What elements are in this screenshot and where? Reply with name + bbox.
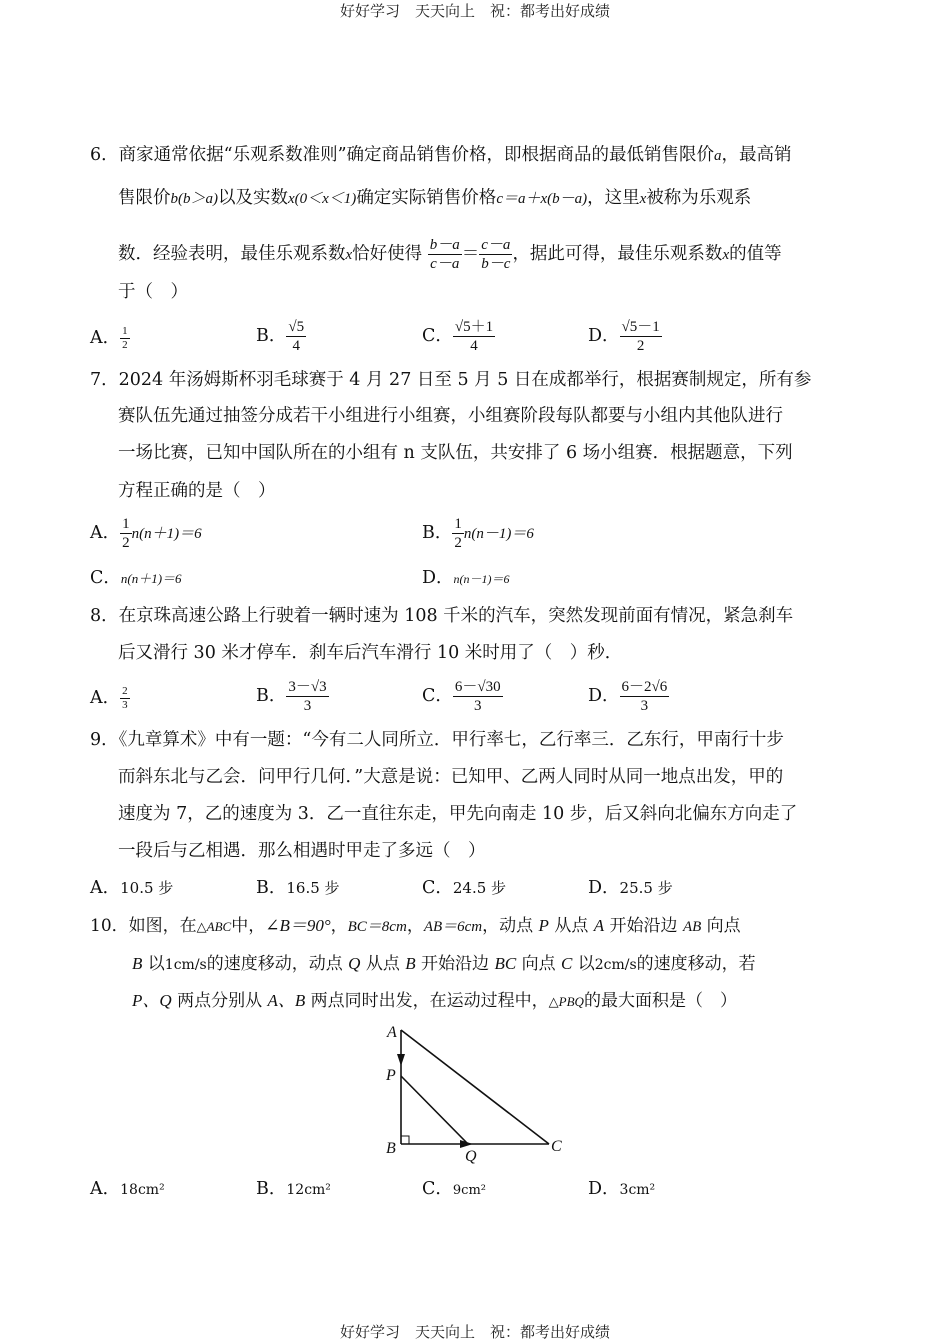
q10-text: 从点 bbox=[548, 916, 594, 936]
q8-line2: 后又滑行 30 米才停车．刹车后汽车滑行 10 米时用了（ ）秒． bbox=[118, 643, 623, 663]
frac-den: 2 bbox=[122, 535, 130, 551]
option-value: 16.5 步 bbox=[286, 879, 340, 897]
q10-var: C bbox=[560, 954, 573, 973]
q6-text: 售限价 bbox=[118, 188, 171, 208]
q7-option-d[interactable] bbox=[422, 567, 510, 590]
q10-text: 开始沿边 bbox=[415, 954, 495, 974]
q10-text: 从点 bbox=[360, 954, 406, 974]
q6-fraction bbox=[479, 236, 512, 273]
frac-den: 3 bbox=[303, 698, 312, 714]
q6-text: 数．经验表明，最佳乐观系数 bbox=[118, 244, 346, 264]
q10-var: B bbox=[405, 954, 416, 973]
q9-option-d[interactable] bbox=[588, 877, 673, 899]
option-label: B． bbox=[422, 523, 453, 543]
option-label: B． bbox=[256, 686, 287, 706]
q6-option-c[interactable] bbox=[422, 318, 495, 355]
q10-option-c[interactable] bbox=[422, 1178, 486, 1202]
q10-expr: ∠B＝90° bbox=[265, 916, 331, 935]
option-label: A． bbox=[90, 328, 121, 348]
page-header: 好好学习 天天向上 祝：都考出好成绩 bbox=[339, 2, 610, 20]
q10-text: 两点同时出发，在运动过程中， bbox=[305, 991, 549, 1011]
q6-frac-den: b－c bbox=[481, 256, 511, 272]
q8-b-frac bbox=[286, 678, 328, 715]
label-q: Q bbox=[465, 1148, 477, 1165]
q10-text: ， bbox=[406, 916, 424, 936]
frac-num: 1 bbox=[454, 516, 462, 532]
q6-frac-den: c－a bbox=[430, 256, 460, 272]
q7-line1: 7．2024 年汤姆斯杯羽毛球赛于 4 月 27 日至 5 月 5 日在成都举行，根据赛制规定，所有参 bbox=[90, 370, 812, 390]
q8-line1: 8．在京珠高速公路上行驶着一辆时速为 108 千米的汽车，突然发现前面有情况，紧急刹车 bbox=[90, 606, 794, 626]
q10-var: AB bbox=[682, 919, 702, 935]
q6-option-d[interactable] bbox=[588, 318, 662, 355]
frac-den: 2 bbox=[636, 338, 645, 354]
q10-expr: AB＝6cm bbox=[423, 919, 483, 935]
q10-var: B bbox=[132, 954, 143, 973]
q10-option-b[interactable] bbox=[256, 1178, 331, 1201]
q7-d-expr: n(n－1)＝6 bbox=[453, 572, 510, 586]
q10-text: 的速度移动，若 bbox=[636, 954, 756, 974]
q7-option-c[interactable] bbox=[90, 567, 182, 590]
q8-option-a[interactable] bbox=[90, 685, 130, 712]
q6-expr: b(b＞a) bbox=[170, 191, 218, 207]
option-label: C． bbox=[90, 568, 121, 588]
option-label: B． bbox=[256, 326, 287, 346]
frac-num: 6－2√6 bbox=[621, 679, 668, 695]
frac-num: 3－√3 bbox=[288, 679, 327, 695]
q6-text: 的值等 bbox=[729, 244, 782, 264]
option-label: C． bbox=[422, 686, 453, 706]
q10-option-a[interactable] bbox=[90, 1178, 165, 1201]
option-label: D． bbox=[588, 878, 620, 898]
q10-var: A bbox=[593, 916, 605, 935]
frac-den: 2 bbox=[454, 535, 462, 551]
q6-text: 6．商家通常依据“乐观系数准则”确定商品销售价格，即根据商品的最低销售限价 bbox=[90, 145, 715, 165]
option-value: 9cm² bbox=[452, 1183, 486, 1198]
q7-c-expr: n(n＋1)＝6 bbox=[120, 571, 182, 586]
q6-line2 bbox=[118, 187, 751, 210]
q10-text: 向点 bbox=[701, 916, 741, 936]
q10-expr: 2cm/s bbox=[594, 957, 637, 973]
q6-text: ，据此可得，最佳乐观系数 bbox=[512, 244, 723, 264]
q10-expr: △PBQ bbox=[548, 994, 584, 1009]
q6-var-a: a bbox=[714, 148, 722, 164]
q9-option-c[interactable] bbox=[422, 877, 506, 899]
q9-option-b[interactable] bbox=[256, 877, 340, 899]
q10-text: 中， bbox=[231, 916, 266, 936]
q10-expr: 1cm/s bbox=[164, 957, 207, 973]
q6-b-frac bbox=[286, 318, 306, 355]
q10-text: 以 bbox=[142, 954, 165, 974]
arrow-p-icon bbox=[397, 1054, 405, 1066]
frac-den: 4 bbox=[470, 338, 478, 354]
frac-num: 6－√30 bbox=[454, 679, 501, 695]
q10-expr: BC＝8cm bbox=[347, 919, 407, 935]
option-label: C． bbox=[422, 326, 453, 346]
q9-line4: 一段后与乙相遇．那么相遇时甲走了多远（ ） bbox=[118, 841, 486, 861]
option-label: B． bbox=[256, 878, 287, 898]
frac-den: 3 bbox=[122, 699, 128, 711]
q10-var: P bbox=[538, 916, 549, 935]
q7-b-expr: n(n－1)＝6 bbox=[463, 526, 534, 542]
label-a: A bbox=[387, 1024, 397, 1041]
option-value: 25.5 步 bbox=[619, 879, 673, 897]
q7-a-expr: n(n＋1)＝6 bbox=[131, 526, 202, 542]
q7-line2: 赛队伍先通过抽签分成若干小组进行小组赛，小组赛阶段每队都要与小组内其他队进行 bbox=[118, 406, 783, 426]
option-label: A． bbox=[90, 523, 121, 543]
option-label: A． bbox=[90, 1179, 121, 1199]
frac-den: 2 bbox=[122, 339, 128, 351]
option-value: 12cm² bbox=[286, 1182, 331, 1198]
q6-line1 bbox=[90, 144, 792, 167]
arrow-q-icon bbox=[460, 1140, 473, 1148]
frac-den: 4 bbox=[292, 338, 300, 354]
option-label: D． bbox=[422, 568, 454, 588]
q10-text: 两点分别从 bbox=[171, 991, 268, 1011]
q6-d-frac bbox=[620, 318, 662, 355]
q10-var: P、Q bbox=[132, 991, 172, 1010]
option-value: 18cm² bbox=[120, 1182, 165, 1198]
frac-num: 1 bbox=[122, 325, 128, 337]
q6-text: ，最高销 bbox=[721, 145, 792, 165]
q10-option-d[interactable] bbox=[588, 1178, 655, 1201]
q9-line2: 而斜东北与乙会．问甲行几何．”大意是说：已知甲、乙两人同时从同一地点出发，甲的 bbox=[118, 767, 784, 787]
option-label: D． bbox=[588, 1179, 620, 1199]
right-angle-mark bbox=[401, 1136, 409, 1144]
option-label: C． bbox=[422, 1179, 453, 1199]
q10-triangle-figure bbox=[380, 1018, 570, 1168]
option-value: 24.5 步 bbox=[452, 879, 507, 897]
q6-option-b[interactable] bbox=[256, 318, 306, 355]
q9-line3: 速度为 7，乙的速度为 3．乙一直往东走，甲先向南走 10 步，后又斜向北偏东方向走了 bbox=[118, 804, 798, 824]
q6-line4: 于（ ） bbox=[118, 282, 188, 302]
q10-line3 bbox=[132, 990, 737, 1013]
option-label: D． bbox=[588, 326, 620, 346]
q6-c-frac bbox=[453, 318, 495, 355]
frac-num: 1 bbox=[122, 516, 130, 532]
option-label: A． bbox=[90, 878, 121, 898]
q7-line3: 一场比赛，已知中国队所在的小组有 n 支队伍，共安排了 6 场小组赛．根据题意，下列 bbox=[118, 443, 793, 463]
q7-line4: 方程正确的是（ ） bbox=[118, 481, 276, 501]
q7-option-a[interactable] bbox=[90, 515, 202, 552]
q6-var-x: x bbox=[345, 247, 353, 263]
q8-c-frac bbox=[453, 678, 503, 715]
q10-text: ， bbox=[330, 916, 348, 936]
label-b: B bbox=[386, 1140, 396, 1157]
q10-expr: △ABC bbox=[196, 919, 232, 934]
q6-frac-num: b－a bbox=[429, 237, 460, 253]
side-ac bbox=[401, 1030, 549, 1144]
q6-option-a[interactable] bbox=[90, 325, 130, 352]
frac-num: √5＋1 bbox=[454, 319, 494, 335]
q10-text: ，动点 bbox=[482, 916, 539, 936]
segment-pq bbox=[401, 1076, 468, 1144]
q10-line2 bbox=[132, 953, 756, 976]
q10-text: 10．如图，在 bbox=[90, 916, 197, 936]
q6-text: 恰好使得 bbox=[352, 244, 423, 264]
q9-option-a[interactable] bbox=[90, 877, 173, 899]
q6-line3 bbox=[118, 236, 782, 273]
page-footer: 好好学习 天天向上 祝：都考出好成绩 bbox=[339, 1323, 610, 1341]
q6-var-x: x bbox=[639, 191, 647, 207]
label-c: C bbox=[551, 1138, 562, 1155]
q6-text: 确定实际销售价格 bbox=[356, 188, 497, 208]
q6-expr: c＝a＋x(b－a) bbox=[496, 191, 588, 207]
q6-frac-num: c－a bbox=[481, 237, 511, 253]
q10-text: 的最大面积是（ ） bbox=[583, 991, 737, 1011]
frac-num: √5－1 bbox=[621, 319, 660, 335]
q9-line1: 9．《九章算术》中有一题：“今有二人同所立．甲行率七，乙行率三．乙东行，甲南行十步 bbox=[90, 730, 784, 750]
option-label: B． bbox=[256, 1179, 287, 1199]
q10-text: 的速度移动，动点 bbox=[206, 954, 349, 974]
frac-den: 3 bbox=[640, 698, 649, 714]
q10-var: Q bbox=[348, 954, 361, 973]
frac-num: 2 bbox=[122, 685, 128, 697]
q6-text: 以及实数 bbox=[218, 188, 288, 208]
q7-b-frac bbox=[452, 515, 464, 552]
q8-option-b[interactable] bbox=[256, 678, 329, 715]
q10-var: A、B bbox=[267, 991, 306, 1010]
q10-var: BC bbox=[494, 954, 517, 973]
q7-option-b[interactable] bbox=[422, 515, 534, 552]
q7-a-frac bbox=[120, 515, 132, 552]
q8-option-d[interactable] bbox=[588, 678, 669, 715]
option-value: 3cm² bbox=[619, 1182, 656, 1198]
option-value: 10.5 步 bbox=[120, 879, 174, 897]
option-label: D． bbox=[588, 686, 620, 706]
q10-text: 以 bbox=[572, 954, 595, 974]
q6-fraction bbox=[428, 236, 462, 273]
q6-eq: ＝ bbox=[461, 244, 480, 264]
q8-option-c[interactable] bbox=[422, 678, 503, 715]
frac-den: 3 bbox=[474, 698, 482, 714]
q6-var-x: x bbox=[722, 247, 730, 263]
q10-text: 向点 bbox=[516, 954, 561, 974]
q10-line1 bbox=[90, 915, 741, 938]
q8-a-frac bbox=[120, 685, 130, 712]
q6-text: 被称为乐观系 bbox=[646, 188, 752, 208]
q10-text: 开始沿边 bbox=[604, 916, 683, 936]
q6-text: ，这里 bbox=[587, 188, 640, 208]
q6-a-frac bbox=[120, 325, 130, 352]
q6-expr: x(0＜x＜1) bbox=[288, 191, 357, 207]
q8-d-frac bbox=[620, 678, 670, 715]
option-label: C． bbox=[422, 878, 453, 898]
frac-num: √5 bbox=[288, 319, 305, 335]
option-label: A． bbox=[90, 688, 121, 708]
label-p: P bbox=[386, 1067, 396, 1084]
